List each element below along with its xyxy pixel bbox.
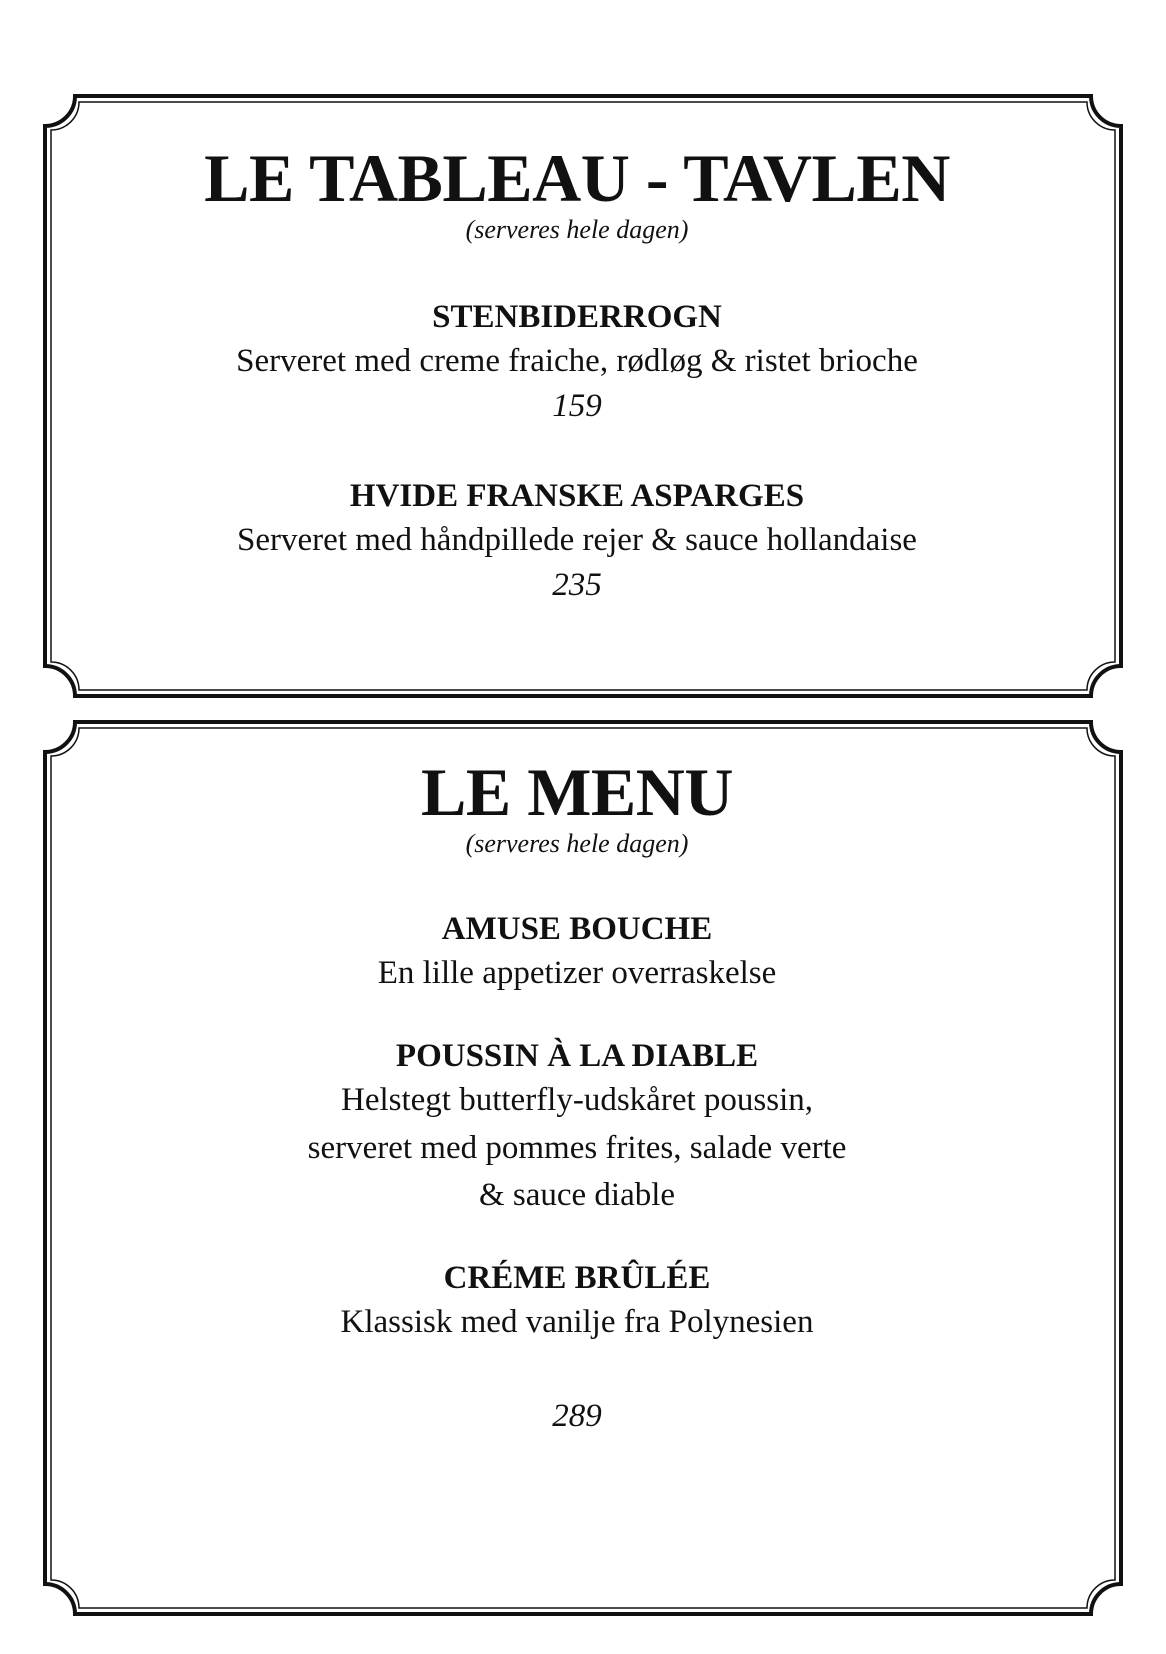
item-price: 235 (552, 567, 602, 604)
menu-price: 289 (552, 1397, 602, 1434)
tableau-subtitle: (serveres hele dagen) (465, 215, 689, 244)
item-name: STENBIDERROGN (432, 299, 722, 336)
menu-item-poussin (42, 1036, 1112, 1220)
tableau-item-asparges (42, 476, 1112, 607)
item-price: 159 (552, 388, 602, 425)
menu-item-amuse-bouche (42, 909, 1112, 998)
menu-title: LE MENU (421, 754, 733, 830)
item-description-line: Klassisk med vanilje fra Polynesien (340, 1304, 814, 1340)
item-name: HVIDE FRANSKE ASPARGES (349, 478, 805, 515)
menu-item-creme-brulee (42, 1258, 1112, 1347)
menu-panel (42, 722, 1112, 1618)
item-description-line: Helstegt butterfly-udskåret poussin, (341, 1082, 813, 1119)
item-name: CRÉME BRÛLÉE (443, 1259, 711, 1296)
menu-subtitle: (serveres hele dagen) (465, 829, 689, 858)
item-description-line: serveret med pommes frites, salade verte (307, 1129, 847, 1166)
item-description-line: & sauce diable (478, 1177, 676, 1214)
item-name: POUSSIN À LA DIABLE (395, 1037, 759, 1074)
tableau-title: LE TABLEAU - TAVLEN (204, 140, 950, 216)
item-name: AMUSE BOUCHE (441, 911, 713, 948)
item-description-line: En lille appetizer overraskelse (377, 955, 777, 992)
tableau-panel (42, 96, 1112, 700)
item-description: Serveret med håndpillede rejer & sauce hollandaise (237, 522, 917, 559)
tableau-item-stenbiderrogn (42, 297, 1112, 428)
item-description: Serveret med creme fraiche, rødløg & ristet brioche (236, 343, 918, 380)
